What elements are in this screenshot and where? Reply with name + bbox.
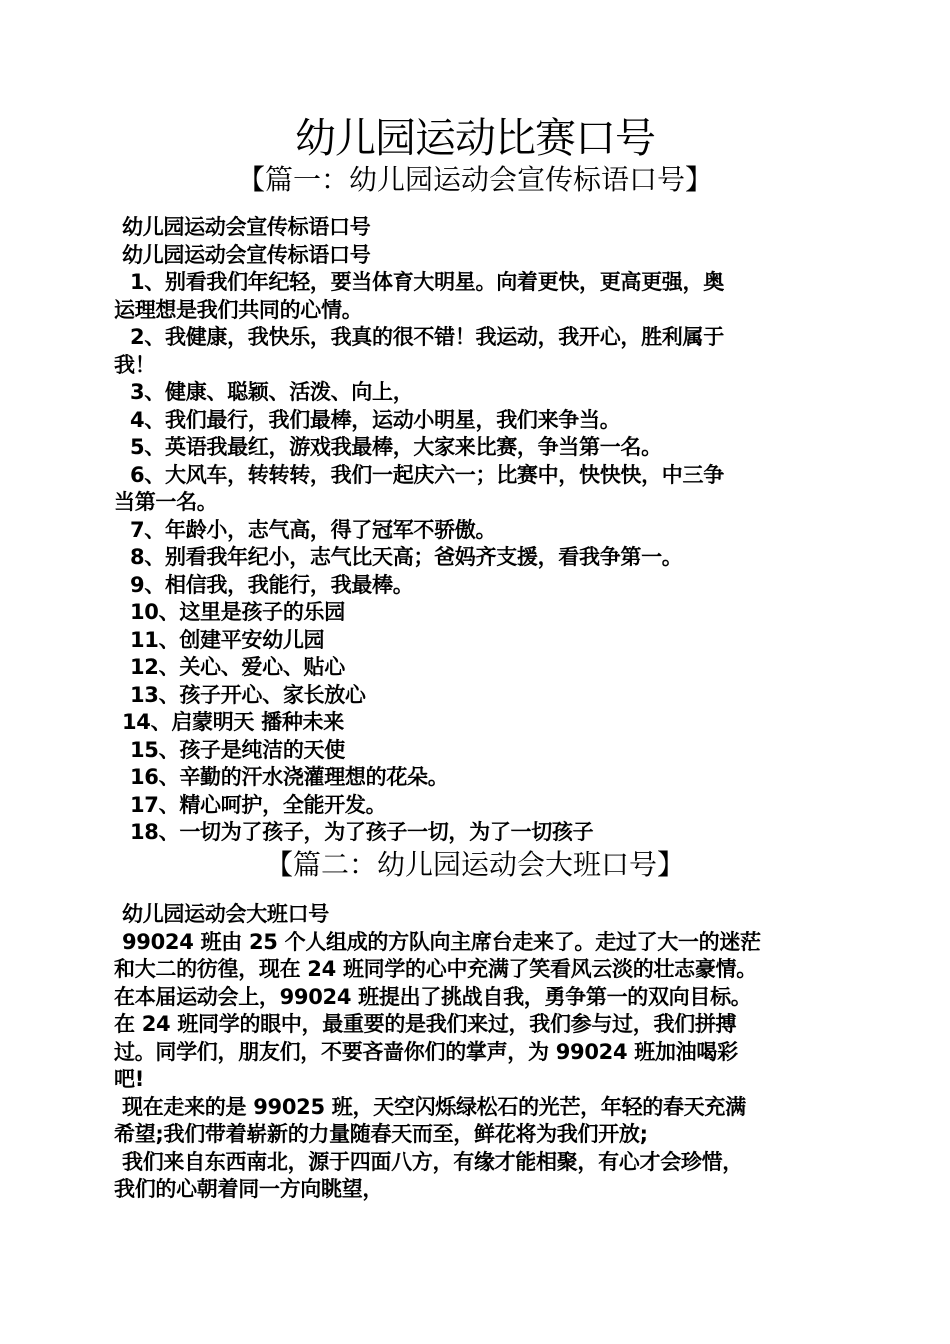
slogan-line: 18、一切为了孩子，为了孩子一切，为了一切孩子: [130, 820, 594, 844]
text-line: 过。同学们，朋友们，不要吝啬你们的掌声，为 99024 班加油喝彩: [114, 1039, 738, 1064]
slogan-line: 8、别看我年纪小，志气比天高；爸妈齐支援，看我争第一。: [130, 545, 683, 569]
slogan-line: 3、健康、聪颖、活泼、向上，: [130, 380, 414, 404]
slogan-line: 当第一名。: [114, 490, 218, 514]
text-line: 我们来自东西南北，源于四面八方，有缘才能相聚，有心才会珍惜，: [122, 1149, 743, 1174]
text-line: 我们的心朝着同一方向眺望，: [114, 1177, 384, 1201]
section1-heading: 【篇一：幼儿园运动会宣传标语口号】: [236, 163, 713, 196]
text-line: 现在走来的是 99025 班，天空闪烁绿松石的光芒，年轻的春天充满: [122, 1094, 746, 1119]
document-title: 幼儿园运动比赛口号: [295, 114, 655, 162]
slogan-line: 2、我健康，我快乐，我真的很不错！我运动，我开心，胜利属于: [130, 325, 724, 349]
section2-body: [114, 901, 834, 1204]
text-line: 在本届运动会上，99024 班提出了挑战自我，勇争第一的双向目标。: [114, 984, 752, 1009]
section2-heading: 【篇二：幼儿园运动会大班口号】: [264, 848, 685, 881]
slogan-line: 14、启蒙明天 播种未来: [122, 710, 344, 734]
text-line: 和大二的彷徨，现在 24 班同学的心中充满了笑看风云淡的壮志豪情。: [114, 957, 757, 981]
slogan-line: 我！: [114, 352, 156, 377]
slogan-line: 10、这里是孩子的乐园: [130, 600, 345, 624]
slogan-line: 4、我们最行，我们最棒，运动小明星，我们来争当。: [130, 407, 621, 432]
slogan-line: 11、创建平安幼儿园: [130, 627, 325, 652]
slogan-line: 12、关心、爱心、贴心: [130, 655, 345, 679]
text-line: 在 24 班同学的眼中，最重要的是我们来过，我们参与过，我们拼搏: [114, 1012, 737, 1036]
text-line: 希望;我们带着崭新的力量随春天而至，鲜花将为我们开放;: [114, 1122, 648, 1146]
section1-body: [114, 214, 834, 847]
section2-text: [114, 929, 834, 1204]
slogan-list: [114, 269, 834, 847]
slogan-line: 运理想是我们共同的心情。: [114, 297, 363, 322]
slogan-line: 17、精心呵护，全能开发。: [130, 792, 387, 817]
slogan-line: 13、孩子开心、家长放心: [130, 682, 366, 707]
section2-subhead: 幼儿园运动会大班口号: [122, 902, 329, 926]
slogan-line: 5、英语我最红，游戏我最棒，大家来比赛，争当第一名。: [130, 435, 662, 459]
slogan-line: 9、相信我，我能行，我最棒。: [130, 572, 414, 597]
text-line: 吧!: [114, 1067, 144, 1091]
text-line: 99024 班由 25 个人组成的方队向主席台走来了。走过了大一的迷茫: [122, 929, 761, 954]
slogan-line: 1、别看我们年纪轻，要当体育大明星。向着更快，更高更强，奥: [130, 270, 724, 294]
section1-subhead: 幼儿园运动会宣传标语口号: [122, 215, 371, 239]
slogan-line: 15、孩子是纯洁的天使: [130, 737, 345, 762]
slogan-line: 16、辛勤的汗水浇灌理想的花朵。: [130, 765, 449, 789]
slogan-line: 7、年龄小，志气高，得了冠军不骄傲。: [130, 517, 497, 542]
slogan-line: 6、大风车，转转转，我们一起庆六一；比赛中，快快快，中三争: [130, 462, 724, 487]
section1-subhead: 幼儿园运动会宣传标语口号: [122, 242, 371, 267]
